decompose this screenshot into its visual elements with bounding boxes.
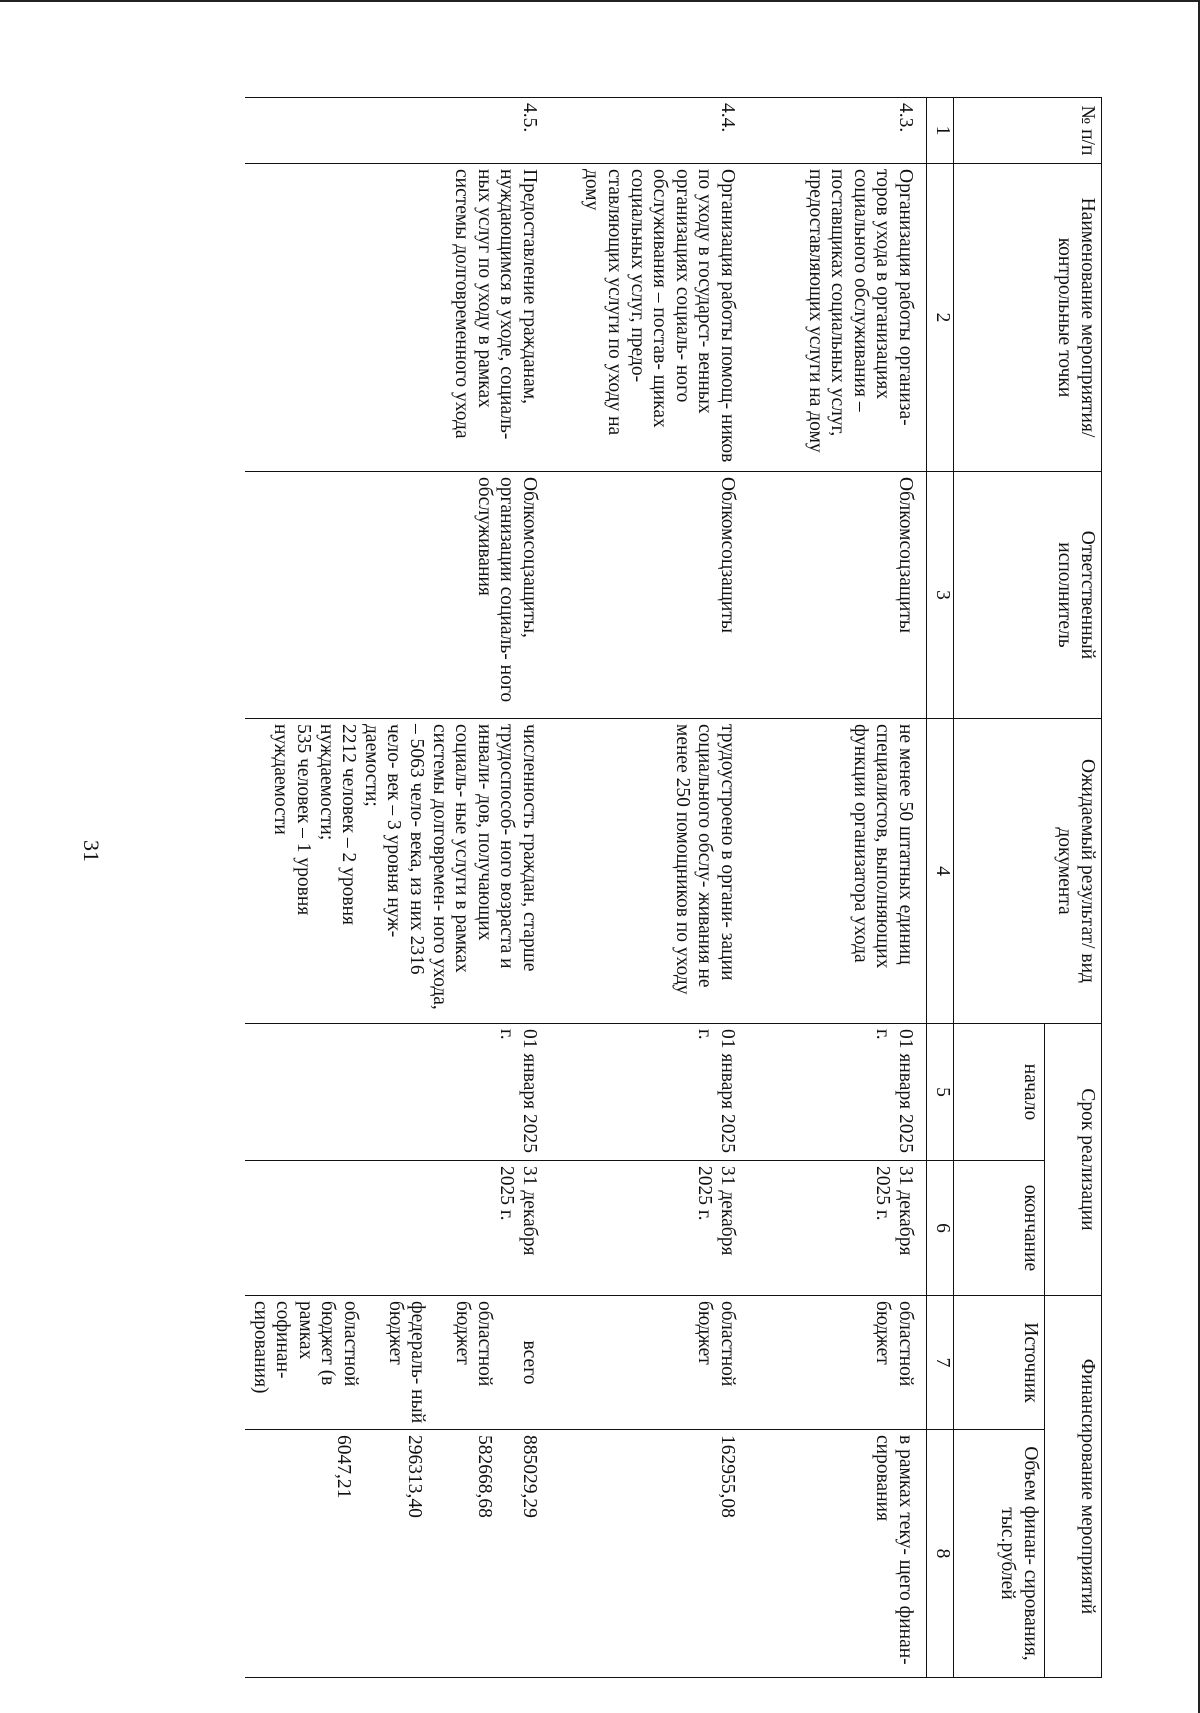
column-number: 4 <box>927 719 954 1024</box>
header-responsible: Ответственный исполнитель <box>954 472 1102 719</box>
activity-name: Предоставление гражданам, нуждающимся в уходе, социаль- ных услуг по уходу в рамках системы долговременного ухода <box>245 164 550 472</box>
responsible-executor: Облкомсоцзащиты <box>748 472 927 719</box>
activity-name: Организация работы организа- торов ухода в организациях социального обслуживания – поставщиках социальных услуг, предоставляющих услуги на дому <box>748 164 927 472</box>
row-number: 4.4. <box>550 98 748 164</box>
row-number: 4.5. <box>245 98 550 164</box>
column-number: 1 <box>927 98 954 164</box>
expected-result-level1: 535 человек – 1 уровня нуждаемости <box>270 724 314 916</box>
column-number-row <box>927 98 954 1678</box>
volume-federal: 296313,40 <box>403 1435 425 1518</box>
financing-volume: 162955,08 <box>550 1430 748 1678</box>
row-number: 4.3. <box>748 98 927 164</box>
header-term: Срок реализации <box>1045 1024 1102 1296</box>
responsible-executor: Облкомсоцзащиты <box>550 472 748 719</box>
expected-result-level2: 2212 человек – 2 уровня нуждаемости; <box>315 724 360 926</box>
column-number: 7 <box>927 1296 954 1430</box>
activities-table <box>245 97 1102 1678</box>
activity-name: Организация работы помощ- ников по уходу в государст- венных организациях социаль- ного обслуживания – постав- щиках социальных услуг, предо- ставляющих услуги по уходу на дому <box>550 164 748 472</box>
financing-sources <box>245 1296 550 1430</box>
table-row <box>245 98 550 1678</box>
table-row <box>550 98 748 1678</box>
term-start: 01 января 2025 г. <box>550 1024 748 1161</box>
header-num: № п/п <box>954 98 1102 164</box>
term-end: 31 декабря 2025 г. <box>748 1161 927 1296</box>
term-start: 01 января 2025 г. <box>245 1024 550 1161</box>
volume-cofinancing: 6047,21 <box>333 1435 355 1499</box>
financing-source: областной бюджет <box>550 1296 748 1430</box>
table-row <box>748 98 927 1678</box>
source-cofinancing: областной бюджет (в рамках софинан- сирования) <box>249 1301 361 1394</box>
source-federal: федераль- ный бюджет <box>384 1301 429 1424</box>
column-number: 8 <box>927 1430 954 1678</box>
column-number: 2 <box>927 164 954 472</box>
term-end: 31 декабря 2025 г. <box>550 1161 748 1296</box>
source-regional: областной бюджет <box>451 1301 496 1387</box>
financing-volumes <box>245 1430 550 1678</box>
expected-result <box>245 719 550 1024</box>
source-total: всего <box>519 1340 540 1385</box>
expected-result: не менее 50 штатных единиц специалистов, выполняющих функции организатора ухода <box>748 719 927 1024</box>
column-number: 5 <box>927 1024 954 1161</box>
column-number: 6 <box>927 1161 954 1296</box>
term-start: 01 января 2025 г. <box>748 1024 927 1161</box>
header-term-start: начало <box>954 1024 1045 1161</box>
expected-result-main: численность граждан, старше трудоспособ- ного возраста и инвали- дов, получающих социаль- ные услуги в рамках системы долговремен- ного ухода, – 5063 чело- века, из них 2316 чело- век – 3 уровня нуж- даемости; <box>360 724 540 1010</box>
rotated-table-sheet <box>167 97 1102 1677</box>
header-result: Ожидаемый результат/ вид документа <box>954 719 1102 1024</box>
volume-total: 885029,29 <box>519 1435 540 1518</box>
header-source: Источник <box>954 1296 1045 1430</box>
responsible-executor: Облкомсоцзащиты, организации социаль- ного обслуживания <box>245 472 550 719</box>
header-name: Наименование мероприятия/ контрольные точки <box>954 164 1102 472</box>
header-volume: Объем финан- сирования, тыс.рублей <box>954 1430 1045 1678</box>
volume-regional: 582668,68 <box>474 1435 496 1518</box>
term-end: 31 декабря 2025 г. <box>245 1161 550 1296</box>
column-number: 3 <box>927 472 954 719</box>
financing-volume: в рамках теку- щего финан- сирования <box>748 1430 927 1678</box>
header-row-top <box>1045 98 1102 1678</box>
expected-result: трудоустроено в органи- зации социального обслу- живания не менее 250 помощников по уходу <box>550 719 748 1024</box>
page-number: 31 <box>79 840 104 862</box>
header-financing: Финансирование мероприятий <box>1045 1296 1102 1678</box>
financing-source: областной бюджет <box>748 1296 927 1430</box>
header-term-end: окончание <box>954 1161 1045 1296</box>
